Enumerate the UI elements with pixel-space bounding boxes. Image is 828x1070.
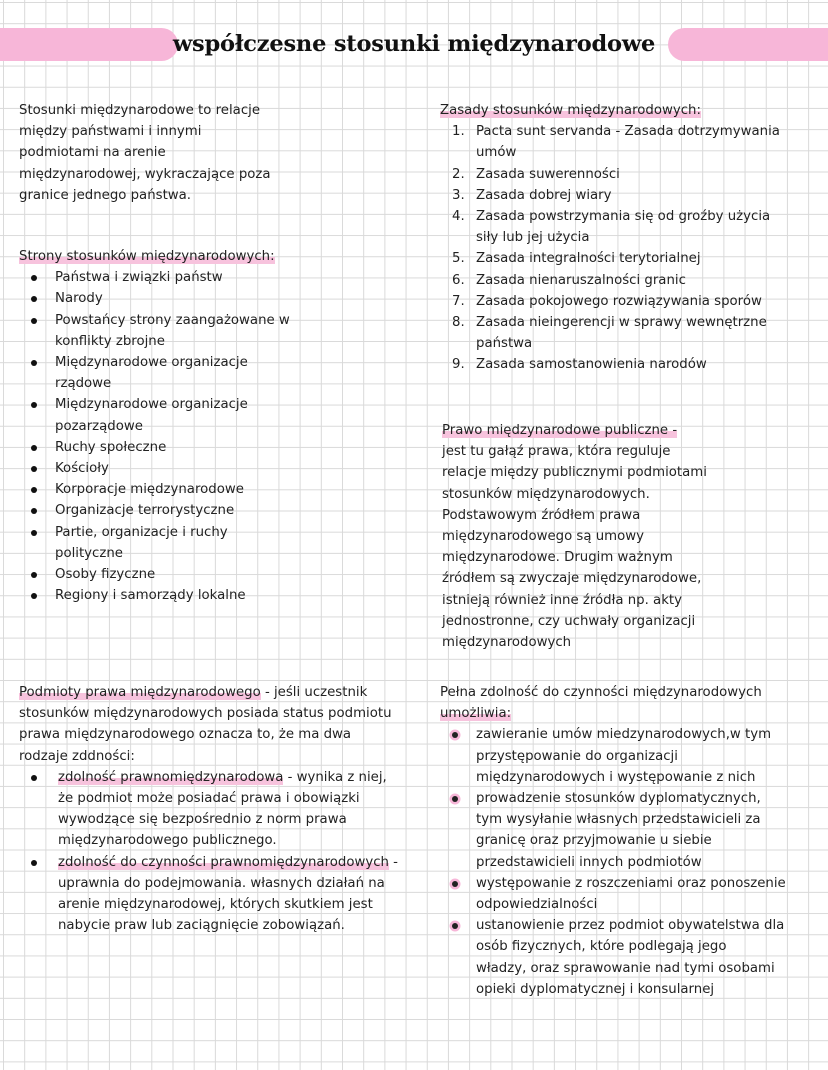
party-line: rządowe	[55, 376, 112, 392]
parties-list	[19, 267, 399, 606]
public-law-line: międzynarodowego są umowy	[442, 529, 644, 545]
capacity-line: wywodzące się bezpośrednio z norm prawa	[58, 812, 347, 828]
principle-item	[440, 206, 825, 248]
party-line: Regiony i samorządy lokalne	[55, 588, 246, 604]
subjects-intro-line: prawa międzynarodowego oznacza to, że ma dwa	[19, 727, 352, 743]
public-law-line: międzynarodowe. Drugim ważnym	[442, 550, 673, 566]
full-capacity-line: występowanie z roszczeniami oraz ponoszenie	[476, 875, 786, 891]
subjects-list	[19, 767, 419, 937]
party-item	[19, 310, 399, 352]
principle-item	[440, 291, 825, 312]
public-law-line: źródłem są zwyczaje międzynarodowe,	[442, 571, 702, 587]
principles-block	[440, 100, 825, 376]
party-line: Korporacje międzynarodowe	[55, 482, 244, 498]
full-capacity-line: opieki dyplomatycznej i konsularnej	[476, 981, 715, 997]
subjects-intro-line: stosunków międzynarodowych posiada status podmiotu	[19, 706, 392, 722]
party-item	[19, 267, 399, 288]
principle-number: 5.	[452, 251, 465, 267]
capacity-line: międzynarodowego publicznego.	[58, 833, 277, 849]
full-capacity-line: zawieranie umów miedzynarodowych,w tym	[476, 727, 772, 743]
party-line: Kościoły	[55, 461, 109, 477]
full-capacity-item	[440, 873, 825, 915]
capacity-line: arenie międzynarodowej, których skutkiem jest	[58, 897, 373, 913]
definition-line: między państwami i innymi	[19, 124, 202, 140]
party-line: Międzynarodowe organizacje	[55, 355, 248, 371]
subjects-heading-rest: - jeśli uczestnik	[260, 685, 368, 700]
subjects-heading: Podmioty prawa międzynarodowego	[19, 685, 261, 700]
party-line: Powstańcy strony zaangażowane w	[55, 312, 290, 328]
public-law-line: relacje między publicznymi podmiotami	[442, 465, 707, 481]
principles-list	[440, 121, 825, 375]
definition-line: międzynarodowej, wykraczające poza	[19, 166, 271, 182]
party-line: Ruchy społeczne	[55, 439, 167, 455]
capacity-line: uprawnia do podejmowania. własnych działań na	[58, 875, 385, 891]
full-capacity-block	[440, 682, 825, 1000]
party-item	[19, 437, 399, 458]
public-law-line: międzynarodowych	[442, 635, 572, 651]
definition-line: podmiotami na arenie	[19, 145, 166, 161]
party-line: Organizacje terrorystyczne	[55, 503, 235, 519]
party-item	[19, 564, 399, 585]
capacity-term: zdolność prawnomiędzynarodowa	[58, 769, 284, 785]
party-line: Partie, organizacje i ruchy	[55, 524, 228, 540]
principle-number: 8.	[452, 315, 465, 331]
public-law-line: stosunków międzynarodowych.	[442, 486, 650, 502]
party-line: Międzynarodowe organizacje	[55, 397, 248, 413]
party-item	[19, 352, 399, 394]
party-line: polityczne	[55, 545, 123, 561]
full-capacity-heading: Pełna zdolność do czynności międzynarodowych	[440, 685, 762, 700]
principle-number: 3.	[452, 187, 465, 203]
full-capacity-line: odpowiedzialności	[476, 897, 598, 913]
principle-line: Zasada dobrej wiary	[476, 187, 612, 203]
party-item	[19, 479, 399, 500]
principle-line: siły lub jej użycia	[476, 230, 590, 246]
public-law-block	[442, 420, 822, 653]
principle-number: 7.	[452, 293, 465, 309]
principle-line: państwa	[476, 336, 533, 352]
principle-item	[440, 164, 825, 185]
full-capacity-line: międzynarodowych i występowanie z nich	[476, 769, 756, 785]
definition-block	[19, 100, 399, 206]
public-law-line: jednostronne, czy uchwały organizacji	[442, 613, 696, 629]
public-law-line: Podstawowym źródłem prawa	[442, 507, 641, 523]
principle-item	[440, 248, 825, 269]
full-capacity-line: granicę oraz przyjmowanie u siebie	[476, 833, 712, 849]
principle-line: Zasada powstrzymania się od groźby użycia	[476, 209, 771, 225]
principle-line: Zasada nienaruszalności granic	[476, 272, 686, 288]
full-capacity-line: przedstawicieli innych podmiotów	[476, 854, 702, 870]
principle-line: umów	[476, 145, 517, 161]
public-law-heading: Prawo międzynarodowe publiczne -	[442, 423, 678, 438]
principle-number: 4.	[452, 209, 465, 225]
principle-line: Zasada integralności terytorialnej	[476, 251, 701, 267]
party-item	[19, 522, 399, 564]
party-line: Narody	[55, 291, 103, 307]
public-law-line: jest tu gałąź prawa, która reguluje	[442, 444, 671, 460]
principle-item	[440, 270, 825, 291]
party-line: pozarządowe	[55, 418, 143, 434]
subject-capacity-item	[19, 852, 419, 937]
full-capacity-line: władzy, oraz sprawowanie nad tymi osobami	[476, 960, 775, 976]
principle-line: Zasada samostanowienia narodów	[476, 357, 707, 373]
party-line: konflikty zbrojne	[55, 333, 165, 349]
principle-number: 9.	[452, 357, 465, 373]
principle-line: Zasada suwerenności	[476, 166, 620, 182]
definition-line: granice jednego państwa.	[19, 187, 192, 203]
party-item	[19, 458, 399, 479]
principles-heading: Zasady stosunków międzynarodowych:	[440, 103, 701, 118]
subject-capacity-item	[19, 767, 419, 852]
principle-number: 2.	[452, 166, 465, 182]
party-item	[19, 500, 399, 521]
party-item	[19, 288, 399, 309]
public-law-line: istnieją również inne źródła np. akty	[442, 592, 682, 608]
principle-line: Pacta sunt servanda - Zasada dotrzymywania	[476, 124, 780, 140]
subjects-block	[19, 682, 419, 936]
full-capacity-line: tym wysyłanie własnych przedstawicieli za	[476, 812, 761, 828]
full-capacity-line: ustanowienie przez podmiot obywatelstwa dla	[476, 918, 785, 934]
principle-item	[440, 185, 825, 206]
capacity-term-rest: - wynika z niej,	[283, 769, 387, 785]
party-item	[19, 394, 399, 436]
principle-item	[440, 312, 825, 354]
subjects-intro-line: rodzaje zddności:	[19, 748, 135, 764]
party-item	[19, 585, 399, 606]
principle-line: Zasada nieingerencji w sprawy wewnętrzne	[476, 315, 767, 331]
principle-item	[440, 354, 825, 375]
full-capacity-line: osób fizycznych, które podlegają jego	[476, 939, 727, 955]
page-title: współczesne stosunki międzynarodowe	[172, 31, 656, 57]
full-capacity-heading-2: umożliwia:	[440, 706, 512, 722]
full-capacity-item	[440, 915, 825, 1000]
parties-block	[19, 246, 399, 606]
party-line: Osoby fizyczne	[55, 567, 156, 583]
principle-number: 1.	[452, 124, 465, 140]
capacity-term-rest: -	[388, 854, 398, 870]
principle-line: Zasada pokojowego rozwiązywania sporów	[476, 293, 762, 309]
parties-heading: Strony stosunków międzynarodowych:	[19, 249, 275, 264]
full-capacity-line: przystępowanie do organizacji	[476, 748, 678, 764]
principle-number: 6.	[452, 272, 465, 288]
full-capacity-list	[440, 724, 825, 1000]
full-capacity-line: prowadzenie stosunków dyplomatycznych,	[476, 791, 761, 807]
definition-line: Stosunki międzynarodowe to relacje	[19, 103, 261, 118]
party-line: Państwa i związki państw	[55, 270, 223, 286]
full-capacity-item	[440, 724, 825, 788]
capacity-term: zdolność do czynności prawnomiędzynarodowych	[58, 854, 389, 870]
full-capacity-item	[440, 788, 825, 873]
capacity-line: że podmiot może posiadać prawa i obowiązki	[58, 791, 360, 807]
principle-item	[440, 121, 825, 163]
capacity-line: nabycie praw lub zaciągnięcie zobowiązań.	[58, 918, 345, 934]
